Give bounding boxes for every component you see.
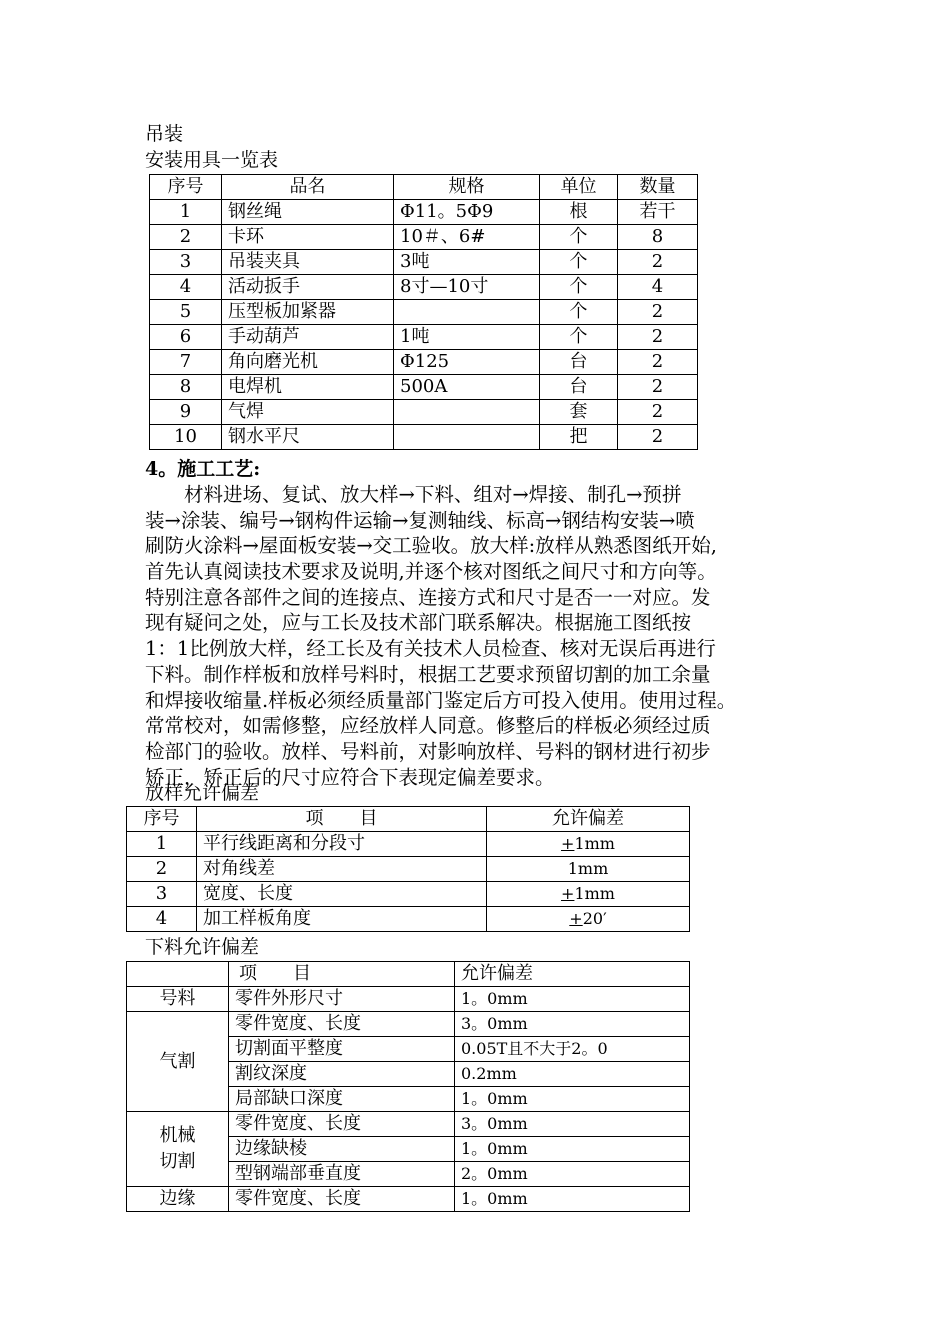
cell: 1。0mm: [455, 1187, 690, 1212]
cell: 个: [540, 325, 618, 350]
cell: 型钢端部垂直度: [229, 1162, 455, 1187]
table-row: [150, 275, 698, 300]
cell: 个: [540, 225, 618, 250]
cell: 局部缺口深度: [229, 1087, 455, 1112]
table-row: [150, 325, 698, 350]
cell: 吊装夹具: [222, 250, 394, 275]
cell: 卡环: [222, 225, 394, 250]
cell: [394, 425, 540, 450]
header-cell: 项 目: [229, 962, 455, 987]
tolerance-cell: [487, 857, 690, 882]
cell: 零件宽度、长度: [229, 1012, 455, 1037]
paragraph-line: 特别注意各部件之间的连接点、连接方式和尺寸是否一一对应。发: [145, 585, 711, 609]
plus-sign: +: [561, 884, 575, 903]
table-row: [127, 1112, 690, 1137]
table-row: [127, 882, 690, 907]
plus-sign: +: [569, 909, 583, 928]
table-row: [127, 907, 690, 932]
cell: 台: [540, 350, 618, 375]
tolerance-cell: [487, 907, 690, 932]
cell: 压型板加紧器: [222, 300, 394, 325]
cell: 零件宽度、长度: [229, 1112, 455, 1137]
table-row: [127, 1012, 690, 1037]
paragraph-line: 常常校对，如需修整，应经放样人同意。修整后的样板必须经过质: [145, 714, 711, 738]
cell: 3吨: [394, 250, 540, 275]
table-row: [150, 375, 698, 400]
tools-table: [149, 174, 698, 450]
cell: 加工样板角度: [197, 907, 487, 932]
header-cell: 序号: [150, 175, 222, 200]
header-cell: 允许偏差: [487, 807, 690, 832]
cell: 台: [540, 375, 618, 400]
cell: 8寸—10寸: [394, 275, 540, 300]
cell: 个: [540, 275, 618, 300]
header-cell: 品名: [222, 175, 394, 200]
table-row: [150, 300, 698, 325]
cell: 1: [127, 832, 197, 857]
cell: Φ11。5Φ9: [394, 200, 540, 225]
cell: 1吨: [394, 325, 540, 350]
tolerance-value: 1mm: [574, 834, 615, 853]
cell: 根: [540, 200, 618, 225]
table-row: [150, 425, 698, 450]
cell: 套: [540, 400, 618, 425]
paragraph-line: 1：1比例放大样，经工长及有关技术人员检查、核对无误后再进行: [145, 637, 716, 661]
cell: 9: [150, 400, 222, 425]
tolerance-cell: [487, 832, 690, 857]
table-row: [127, 832, 690, 857]
table-row: [150, 250, 698, 275]
cell: 1: [150, 200, 222, 225]
table-row: [127, 1187, 690, 1212]
table-row: [150, 400, 698, 425]
cell: 钢水平尺: [222, 425, 394, 450]
cell: 500A: [394, 375, 540, 400]
paragraph-line: 刷防火涂料→屋面板安装→交工验收。放大样:放样从熟悉图纸开始,: [145, 534, 717, 558]
table-header-row: [150, 175, 698, 200]
tolerance-value: 1mm: [574, 884, 615, 903]
cell: 对角线差: [197, 857, 487, 882]
cell: 2: [618, 250, 698, 275]
header-cell: [127, 962, 229, 987]
tolerance-value: 20′: [582, 909, 607, 928]
header-cell: 数量: [618, 175, 698, 200]
plus-sign: +: [561, 834, 575, 853]
paragraph-line: 下料。制作样板和放样号料时，根据工艺要求预留切割的加工余量: [145, 662, 711, 686]
cell: 宽度、长度: [197, 882, 487, 907]
cell: 3。0mm: [455, 1112, 690, 1137]
cell: 5: [150, 300, 222, 325]
group-cell: 边缘: [127, 1187, 229, 1212]
tools-caption: 安装用具一览表: [145, 149, 279, 171]
cell: 边缘缺棱: [229, 1137, 455, 1162]
cell: 电焊机: [222, 375, 394, 400]
cell: 把: [540, 425, 618, 450]
table-row: [150, 225, 698, 250]
cell: 2: [127, 857, 197, 882]
cell: 2: [618, 325, 698, 350]
paragraph-line: 现有疑问之处，应与工长及技术部门联系解决。根据施工图纸按: [145, 611, 692, 635]
cut-tolerance-caption: 下料允许偏差: [145, 936, 260, 958]
cell: Φ125: [394, 350, 540, 375]
paragraph-line: 矫正，矫正后的尺寸应符合下表现定偏差要求。: [145, 765, 555, 789]
cell: 活动扳手: [222, 275, 394, 300]
header-cell: 规格: [394, 175, 540, 200]
cell: 切割面平整度: [229, 1037, 455, 1062]
paragraph-line: 检部门的验收。放样、号料前，对影响放样、号料的钢材进行初步: [145, 739, 711, 763]
section-4-title: 4。施工工艺:: [145, 458, 261, 480]
cell: 0.2mm: [455, 1062, 690, 1087]
cell: 0.05T且不大于2。0: [455, 1037, 690, 1062]
paragraph-line: 和焊接收缩量.样板必须经质量部门鉴定后方可投入使用。使用过程。: [145, 688, 737, 712]
cell: 4: [618, 275, 698, 300]
cell: 2: [150, 225, 222, 250]
cell: 1。0mm: [455, 1087, 690, 1112]
cell: 零件宽度、长度: [229, 1187, 455, 1212]
cell: 3: [127, 882, 197, 907]
title-lift: 吊装: [145, 123, 184, 145]
cell: 若干: [618, 200, 698, 225]
table-header-row: [127, 807, 690, 832]
header-cell: 允许偏差: [455, 962, 690, 987]
tolerance-cell: [487, 882, 690, 907]
cell: 10: [150, 425, 222, 450]
paragraph-line: 首先认真阅读技术要求及说明,并逐个核对图纸之间尺寸和方向等。: [145, 560, 717, 584]
cell: 6: [150, 325, 222, 350]
cell: 1。0mm: [455, 1137, 690, 1162]
group-cell: 号料: [127, 987, 229, 1012]
cell: [394, 400, 540, 425]
group-label-line: 切割: [159, 1151, 196, 1172]
cell: 4: [127, 907, 197, 932]
layout-tolerance-table: [126, 806, 690, 932]
cell: 角向磨光机: [222, 350, 394, 375]
paragraph-line: 材料进场、复试、放大样→下料、组对→焊接、制孔→预拼: [145, 483, 682, 506]
header-cell: 单位: [540, 175, 618, 200]
cut-tolerance-table: [126, 961, 690, 1212]
cell: 1。0mm: [455, 987, 690, 1012]
cell: 气焊: [222, 400, 394, 425]
tolerance-value: 1mm: [567, 859, 609, 878]
group-cell: 气割: [127, 1012, 229, 1112]
cell: 2: [618, 400, 698, 425]
cell: 8: [618, 225, 698, 250]
cell: 2: [618, 375, 698, 400]
cell: 个: [540, 300, 618, 325]
table-row: [150, 200, 698, 225]
cell: [394, 300, 540, 325]
cell: 3。0mm: [455, 1012, 690, 1037]
cell: 钢丝绳: [222, 200, 394, 225]
group-label-line: 机械: [159, 1125, 196, 1146]
cell: 割纹深度: [229, 1062, 455, 1087]
layout-tolerance-caption: 放样允许偏差: [145, 782, 260, 804]
cell: 零件外形尺寸: [229, 987, 455, 1012]
cell: 2: [618, 300, 698, 325]
table-row: [150, 350, 698, 375]
table-row: [127, 857, 690, 882]
cell: 7: [150, 350, 222, 375]
group-cell: [127, 1112, 229, 1187]
cell: 8: [150, 375, 222, 400]
cell: 2。0mm: [455, 1162, 690, 1187]
cell: 平行线距离和分段寸: [197, 832, 487, 857]
paragraph-line: 装→涂装、编号→钢构件运输→复测轴线、标高→钢结构安装→喷: [145, 508, 695, 532]
header-cell: 序号: [127, 807, 197, 832]
cell: 2: [618, 350, 698, 375]
table-row: [127, 987, 690, 1012]
process-paragraph: [145, 482, 825, 790]
cell: 个: [540, 250, 618, 275]
cell: 手动葫芦: [222, 325, 394, 350]
cell: 4: [150, 275, 222, 300]
table-header-row: [127, 962, 690, 987]
cell: 2: [618, 425, 698, 450]
cell: 10＃、6#: [394, 225, 540, 250]
cell: 3: [150, 250, 222, 275]
header-cell: 项 目: [197, 807, 487, 832]
